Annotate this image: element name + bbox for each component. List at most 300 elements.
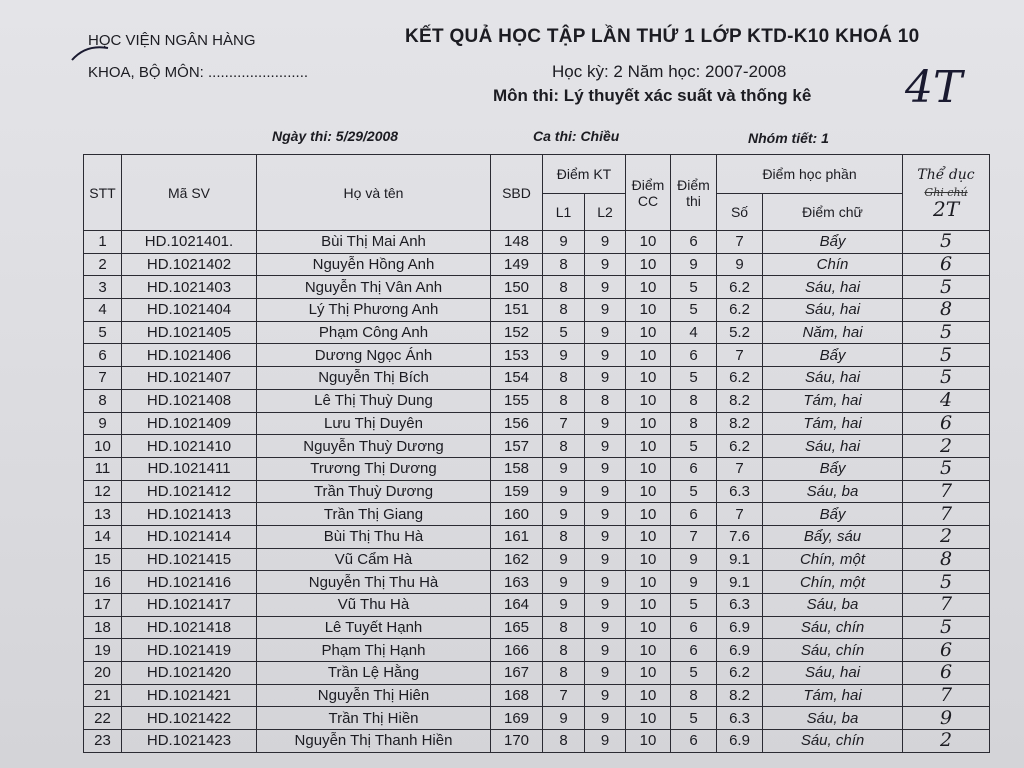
exam-date: Ngày thi: 5/29/2008 xyxy=(272,128,399,144)
cell-score-number: 6.3 xyxy=(717,480,763,503)
cell-name: Trần Thị Giang xyxy=(257,503,491,526)
cell-stt: 14 xyxy=(84,525,122,548)
cell-exam: 9 xyxy=(671,571,717,594)
header-number: Số xyxy=(717,194,763,231)
table-row xyxy=(84,344,990,367)
table-row xyxy=(84,321,990,344)
cell-l2: 9 xyxy=(585,503,626,526)
cell-pe: 5 xyxy=(903,321,990,344)
cell-student-id: HD.1021403 xyxy=(122,276,257,299)
cell-score-number: 5.2 xyxy=(717,321,763,344)
cell-score-words: Tám, hai xyxy=(763,684,903,707)
cell-cc: 10 xyxy=(626,253,671,276)
cell-score-number: 7 xyxy=(717,503,763,526)
cell-sbd: 150 xyxy=(491,276,543,299)
cell-score-number: 6.9 xyxy=(717,616,763,639)
cell-sbd: 157 xyxy=(491,435,543,458)
cell-name: Lê Tuyết Hạnh xyxy=(257,616,491,639)
header-diem-kt: Điểm KT xyxy=(543,155,626,194)
cell-l2: 9 xyxy=(585,548,626,571)
cell-stt: 11 xyxy=(84,457,122,480)
cell-cc: 10 xyxy=(626,525,671,548)
cell-cc: 10 xyxy=(626,412,671,435)
cell-exam: 5 xyxy=(671,435,717,458)
cell-score-words: Sáu, chín xyxy=(763,639,903,662)
cell-l1: 9 xyxy=(543,344,585,367)
cell-name: Bùi Thị Thu Hà xyxy=(257,525,491,548)
cell-score-number: 6.2 xyxy=(717,276,763,299)
cell-exam: 8 xyxy=(671,412,717,435)
cell-sbd: 168 xyxy=(491,684,543,707)
cell-score-number: 7 xyxy=(717,457,763,480)
cell-student-id: HD.1021421 xyxy=(122,684,257,707)
cell-score-number: 7.6 xyxy=(717,525,763,548)
cell-pe: 5 xyxy=(903,231,990,254)
cell-l2: 8 xyxy=(585,389,626,412)
cell-name: Bùi Thị Mai Anh xyxy=(257,231,491,254)
cell-name: Nguyễn Thị Thu Hà xyxy=(257,571,491,594)
cell-l1: 8 xyxy=(543,389,585,412)
cell-score-number: 6.3 xyxy=(717,707,763,730)
table-row xyxy=(84,525,990,548)
cell-student-id: HD.1021420 xyxy=(122,662,257,685)
cell-cc: 10 xyxy=(626,594,671,617)
cell-pe: 5 xyxy=(903,367,990,390)
cell-score-words: Sáu, ba xyxy=(763,594,903,617)
cell-pe: 2 xyxy=(903,435,990,458)
cell-name: Nguyễn Thị Bích xyxy=(257,367,491,390)
cell-stt: 6 xyxy=(84,344,122,367)
department-line: KHOA, BỘ MÔN: ........................ xyxy=(88,64,309,81)
cell-pe: 6 xyxy=(903,253,990,276)
table-row xyxy=(84,412,990,435)
cell-student-id: HD.1021411 xyxy=(122,457,257,480)
cell-exam: 4 xyxy=(671,321,717,344)
cell-sbd: 151 xyxy=(491,299,543,322)
cell-name: Nguyễn Thuỳ Dương xyxy=(257,435,491,458)
header-sbd: SBD xyxy=(491,155,543,231)
cell-score-number: 9.1 xyxy=(717,571,763,594)
cell-l2: 9 xyxy=(585,412,626,435)
cell-cc: 10 xyxy=(626,276,671,299)
cell-name: Lê Thị Thuỳ Dung xyxy=(257,389,491,412)
table-row xyxy=(84,457,990,480)
cell-cc: 10 xyxy=(626,299,671,322)
cell-student-id: HD.1021401. xyxy=(122,231,257,254)
cell-name: Phạm Thị Hạnh xyxy=(257,639,491,662)
header-in-words: Điểm chữ xyxy=(763,194,903,231)
cell-cc: 10 xyxy=(626,707,671,730)
cell-cc: 10 xyxy=(626,389,671,412)
cell-l1: 9 xyxy=(543,231,585,254)
cell-student-id: HD.1021409 xyxy=(122,412,257,435)
cell-student-id: HD.1021402 xyxy=(122,253,257,276)
cell-pe: 7 xyxy=(903,594,990,617)
cell-cc: 10 xyxy=(626,730,671,753)
cell-cc: 10 xyxy=(626,480,671,503)
cell-exam: 6 xyxy=(671,503,717,526)
cell-stt: 9 xyxy=(84,412,122,435)
cell-sbd: 161 xyxy=(491,525,543,548)
table-row xyxy=(84,435,990,458)
cell-student-id: HD.1021418 xyxy=(122,616,257,639)
cell-exam: 6 xyxy=(671,639,717,662)
cell-pe: 6 xyxy=(903,412,990,435)
cell-sbd: 158 xyxy=(491,457,543,480)
cell-l2: 9 xyxy=(585,639,626,662)
cell-score-words: Sáu, hai xyxy=(763,299,903,322)
cell-score-number: 6.9 xyxy=(717,730,763,753)
table-row xyxy=(84,730,990,753)
cell-exam: 8 xyxy=(671,684,717,707)
cell-pe: 2 xyxy=(903,730,990,753)
cell-l2: 9 xyxy=(585,276,626,299)
cell-score-number: 6.2 xyxy=(717,299,763,322)
table-row xyxy=(84,662,990,685)
cell-l2: 9 xyxy=(585,480,626,503)
cell-cc: 10 xyxy=(626,435,671,458)
cell-l1: 8 xyxy=(543,435,585,458)
cell-stt: 22 xyxy=(84,707,122,730)
handwritten-mark: 4T xyxy=(905,62,963,113)
cell-stt: 3 xyxy=(84,276,122,299)
cell-exam: 8 xyxy=(671,389,717,412)
table-row xyxy=(84,548,990,571)
cell-l2: 9 xyxy=(585,684,626,707)
cell-score-number: 6.3 xyxy=(717,594,763,617)
cell-student-id: HD.1021404 xyxy=(122,299,257,322)
cell-cc: 10 xyxy=(626,321,671,344)
cell-score-words: Bẩy xyxy=(763,344,903,367)
cell-student-id: HD.1021416 xyxy=(122,571,257,594)
cell-exam: 7 xyxy=(671,525,717,548)
cell-sbd: 149 xyxy=(491,253,543,276)
cell-sbd: 164 xyxy=(491,594,543,617)
cell-student-id: HD.1021413 xyxy=(122,503,257,526)
cell-name: Phạm Công Anh xyxy=(257,321,491,344)
cell-score-words: Năm, hai xyxy=(763,321,903,344)
cell-stt: 7 xyxy=(84,367,122,390)
cell-score-number: 6.2 xyxy=(717,435,763,458)
cell-score-number: 8.2 xyxy=(717,389,763,412)
cell-exam: 5 xyxy=(671,367,717,390)
cell-l1: 8 xyxy=(543,639,585,662)
cell-name: Trương Thị Dương xyxy=(257,457,491,480)
cell-l2: 9 xyxy=(585,457,626,480)
cell-cc: 10 xyxy=(626,367,671,390)
cell-l1: 5 xyxy=(543,321,585,344)
cell-cc: 10 xyxy=(626,684,671,707)
cell-l1: 9 xyxy=(543,548,585,571)
exam-group: Nhóm tiết: 1 xyxy=(748,130,829,146)
cell-l2: 9 xyxy=(585,730,626,753)
cell-l1: 8 xyxy=(543,730,585,753)
cell-score-words: Tám, hai xyxy=(763,412,903,435)
cell-pe: 8 xyxy=(903,548,990,571)
cell-score-words: Sáu, chín xyxy=(763,730,903,753)
cell-score-words: Tám, hai xyxy=(763,389,903,412)
cell-l1: 8 xyxy=(543,253,585,276)
cell-cc: 10 xyxy=(626,571,671,594)
cell-score-words: Chín, một xyxy=(763,548,903,571)
cell-score-number: 7 xyxy=(717,344,763,367)
table-row xyxy=(84,276,990,299)
cell-l2: 9 xyxy=(585,662,626,685)
cell-exam: 5 xyxy=(671,594,717,617)
header-stt: STT xyxy=(84,155,122,231)
cell-stt: 12 xyxy=(84,480,122,503)
cell-sbd: 166 xyxy=(491,639,543,662)
cell-sbd: 154 xyxy=(491,367,543,390)
cell-name: Vũ Cẩm Hà xyxy=(257,548,491,571)
cell-stt: 19 xyxy=(84,639,122,662)
cell-sbd: 153 xyxy=(491,344,543,367)
table-row xyxy=(84,231,990,254)
cell-cc: 10 xyxy=(626,344,671,367)
header-l1: L1 xyxy=(543,194,585,231)
institute-name: HỌC VIỆN NGÂN HÀNG xyxy=(88,32,256,49)
cell-score-number: 6.2 xyxy=(717,367,763,390)
cell-l1: 9 xyxy=(543,503,585,526)
cell-score-words: Bẩy xyxy=(763,231,903,254)
cell-student-id: HD.1021407 xyxy=(122,367,257,390)
cell-l2: 9 xyxy=(585,571,626,594)
cell-exam: 5 xyxy=(671,480,717,503)
cell-score-words: Sáu, ba xyxy=(763,707,903,730)
cell-pe: 6 xyxy=(903,639,990,662)
cell-stt: 16 xyxy=(84,571,122,594)
cell-sbd: 152 xyxy=(491,321,543,344)
cell-stt: 10 xyxy=(84,435,122,458)
header-l2: L2 xyxy=(585,194,626,231)
cell-score-words: Chín xyxy=(763,253,903,276)
table-row xyxy=(84,684,990,707)
cell-student-id: HD.1021415 xyxy=(122,548,257,571)
cell-l1: 8 xyxy=(543,662,585,685)
cell-pe: 7 xyxy=(903,503,990,526)
cell-l1: 7 xyxy=(543,684,585,707)
cell-exam: 5 xyxy=(671,276,717,299)
cell-sbd: 155 xyxy=(491,389,543,412)
cell-score-number: 6.2 xyxy=(717,662,763,685)
cell-l1: 9 xyxy=(543,457,585,480)
cell-score-number: 8.2 xyxy=(717,684,763,707)
cell-l1: 8 xyxy=(543,616,585,639)
cell-name: Nguyễn Thị Vân Anh xyxy=(257,276,491,299)
cell-pe: 5 xyxy=(903,457,990,480)
cell-sbd: 165 xyxy=(491,616,543,639)
cell-pe: 7 xyxy=(903,684,990,707)
cell-exam: 9 xyxy=(671,253,717,276)
cell-score-words: Sáu, hai xyxy=(763,662,903,685)
cell-score-number: 7 xyxy=(717,231,763,254)
cell-sbd: 160 xyxy=(491,503,543,526)
cell-exam: 6 xyxy=(671,344,717,367)
cell-pe: 7 xyxy=(903,480,990,503)
header-pe-struck: Ghi chú xyxy=(924,186,968,199)
cell-stt: 15 xyxy=(84,548,122,571)
cell-student-id: HD.1021410 xyxy=(122,435,257,458)
cell-stt: 23 xyxy=(84,730,122,753)
cell-stt: 8 xyxy=(84,389,122,412)
table-row xyxy=(84,571,990,594)
cell-sbd: 156 xyxy=(491,412,543,435)
exam-session: Ca thi: Chiều xyxy=(533,128,620,144)
cell-cc: 10 xyxy=(626,457,671,480)
cell-sbd: 167 xyxy=(491,662,543,685)
cell-score-words: Sáu, ba xyxy=(763,480,903,503)
cell-l2: 9 xyxy=(585,299,626,322)
cell-stt: 17 xyxy=(84,594,122,617)
cell-pe: 5 xyxy=(903,344,990,367)
cell-cc: 10 xyxy=(626,231,671,254)
cell-l2: 9 xyxy=(585,321,626,344)
cell-name: Nguyễn Thị Thanh Hiền xyxy=(257,730,491,753)
cell-score-words: Sáu, hai xyxy=(763,276,903,299)
cell-l2: 9 xyxy=(585,707,626,730)
cell-sbd: 170 xyxy=(491,730,543,753)
cell-name: Dương Ngọc Ánh xyxy=(257,344,491,367)
cell-name: Trần Lệ Hằng xyxy=(257,662,491,685)
cell-l1: 8 xyxy=(543,367,585,390)
cell-student-id: HD.1021419 xyxy=(122,639,257,662)
cell-exam: 5 xyxy=(671,707,717,730)
cell-l2: 9 xyxy=(585,435,626,458)
cell-exam: 6 xyxy=(671,231,717,254)
table-row xyxy=(84,253,990,276)
grades-table xyxy=(83,154,990,753)
cell-pe: 6 xyxy=(903,662,990,685)
cell-l1: 7 xyxy=(543,412,585,435)
cell-student-id: HD.1021423 xyxy=(122,730,257,753)
cell-l2: 9 xyxy=(585,594,626,617)
header-diem-cc: Điểm CC xyxy=(626,155,671,231)
table-row xyxy=(84,707,990,730)
header-name: Họ và tên xyxy=(257,155,491,231)
cell-exam: 6 xyxy=(671,457,717,480)
table-row xyxy=(84,503,990,526)
table-row xyxy=(84,639,990,662)
cell-exam: 9 xyxy=(671,548,717,571)
cell-pe: 8 xyxy=(903,299,990,322)
cell-student-id: HD.1021417 xyxy=(122,594,257,617)
cell-exam: 5 xyxy=(671,662,717,685)
cell-score-number: 8.2 xyxy=(717,412,763,435)
cell-stt: 21 xyxy=(84,684,122,707)
header-student-id: Mã SV xyxy=(122,155,257,231)
cell-name: Trần Thị Hiền xyxy=(257,707,491,730)
document-title: KẾT QUẢ HỌC TẬP LẦN THỨ 1 LỚP KTD-K10 KHOÁ 10 xyxy=(405,26,920,47)
cell-name: Lưu Thị Duyên xyxy=(257,412,491,435)
cell-cc: 10 xyxy=(626,548,671,571)
cell-sbd: 148 xyxy=(491,231,543,254)
cell-l2: 9 xyxy=(585,231,626,254)
cell-stt: 5 xyxy=(84,321,122,344)
cell-sbd: 163 xyxy=(491,571,543,594)
cell-pe: 9 xyxy=(903,707,990,730)
cell-cc: 10 xyxy=(626,639,671,662)
cell-name: Nguyễn Thị Hiên xyxy=(257,684,491,707)
cell-score-words: Chín, một xyxy=(763,571,903,594)
cell-score-words: Bẩy xyxy=(763,457,903,480)
cell-student-id: HD.1021408 xyxy=(122,389,257,412)
cell-pe: 5 xyxy=(903,616,990,639)
cell-l1: 9 xyxy=(543,594,585,617)
cell-stt: 20 xyxy=(84,662,122,685)
cell-stt: 13 xyxy=(84,503,122,526)
cell-exam: 6 xyxy=(671,730,717,753)
table-row xyxy=(84,594,990,617)
cell-student-id: HD.1021422 xyxy=(122,707,257,730)
cell-cc: 10 xyxy=(626,662,671,685)
table-row xyxy=(84,616,990,639)
cell-l2: 9 xyxy=(585,367,626,390)
cell-stt: 18 xyxy=(84,616,122,639)
cell-name: Trần Thuỳ Dương xyxy=(257,480,491,503)
cell-score-number: 6.9 xyxy=(717,639,763,662)
cell-name: Lý Thị Phương Anh xyxy=(257,299,491,322)
cell-cc: 10 xyxy=(626,616,671,639)
table-row xyxy=(84,389,990,412)
cell-student-id: HD.1021414 xyxy=(122,525,257,548)
cell-score-number: 9.1 xyxy=(717,548,763,571)
cell-score-words: Sáu, chín xyxy=(763,616,903,639)
cell-pe: 4 xyxy=(903,389,990,412)
cell-l1: 8 xyxy=(543,299,585,322)
cell-exam: 5 xyxy=(671,299,717,322)
header-diem-thi: Điểm thi xyxy=(671,155,717,231)
cell-score-words: Sáu, hai xyxy=(763,367,903,390)
cell-cc: 10 xyxy=(626,503,671,526)
cell-l2: 9 xyxy=(585,253,626,276)
cell-stt: 4 xyxy=(84,299,122,322)
grades-table-body xyxy=(84,231,990,753)
header-pe-title: Thể dục xyxy=(917,167,975,183)
cell-name: Nguyễn Hồng Anh xyxy=(257,253,491,276)
table-row xyxy=(84,480,990,503)
header-pe xyxy=(903,155,990,231)
cell-student-id: HD.1021412 xyxy=(122,480,257,503)
header-pe-code: 2T xyxy=(932,197,960,221)
cell-l2: 9 xyxy=(585,616,626,639)
cell-pe: 2 xyxy=(903,525,990,548)
cell-l1: 8 xyxy=(543,525,585,548)
cell-student-id: HD.1021405 xyxy=(122,321,257,344)
cell-l2: 9 xyxy=(585,344,626,367)
cell-pe: 5 xyxy=(903,571,990,594)
cell-l1: 9 xyxy=(543,571,585,594)
cell-l1: 9 xyxy=(543,480,585,503)
header-module-score: Điểm học phần xyxy=(717,155,903,194)
cell-l2: 9 xyxy=(585,525,626,548)
cell-l1: 9 xyxy=(543,707,585,730)
cell-stt: 1 xyxy=(84,231,122,254)
cell-exam: 6 xyxy=(671,616,717,639)
cell-score-words: Bẩy, sáu xyxy=(763,525,903,548)
cell-score-number: 9 xyxy=(717,253,763,276)
cell-score-words: Bẩy xyxy=(763,503,903,526)
cell-score-words: Sáu, hai xyxy=(763,435,903,458)
cell-student-id: HD.1021406 xyxy=(122,344,257,367)
table-row xyxy=(84,367,990,390)
cell-sbd: 162 xyxy=(491,548,543,571)
table-row xyxy=(84,299,990,322)
cell-stt: 2 xyxy=(84,253,122,276)
cell-sbd: 159 xyxy=(491,480,543,503)
semester-line: Học kỳ: 2 Năm học: 2007-2008 xyxy=(552,62,787,81)
cell-l1: 8 xyxy=(543,276,585,299)
cell-sbd: 169 xyxy=(491,707,543,730)
